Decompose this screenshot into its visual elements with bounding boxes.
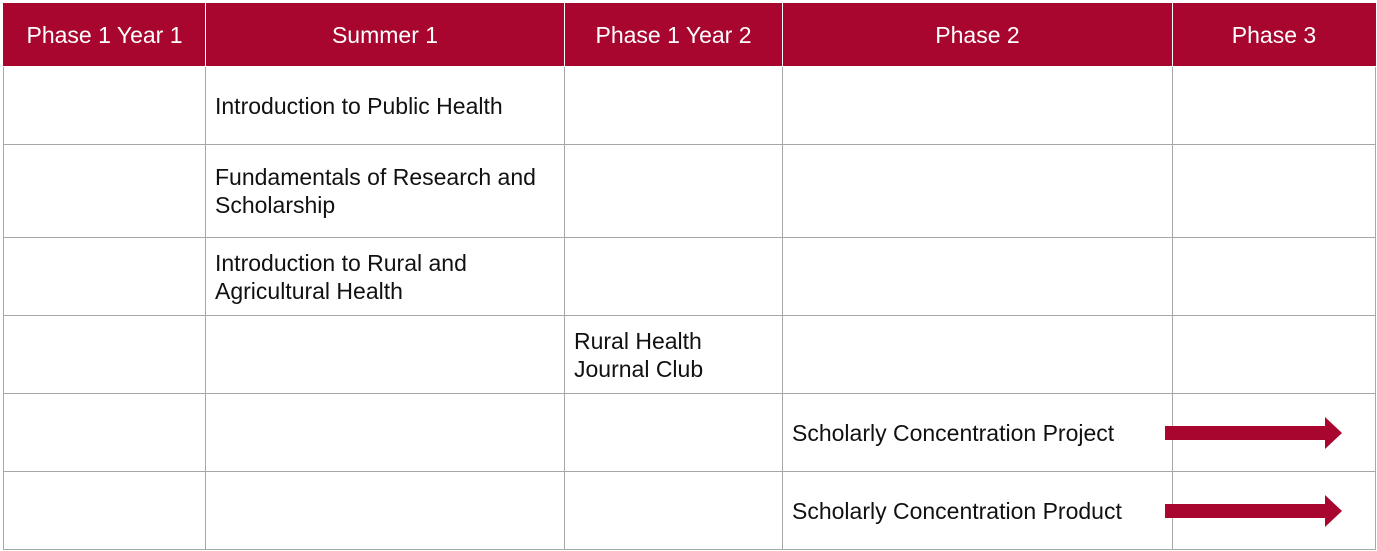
cell-empty bbox=[783, 238, 1173, 316]
cell-empty bbox=[565, 67, 783, 145]
header-row bbox=[4, 4, 1376, 67]
cell-empty bbox=[4, 67, 206, 145]
table-row bbox=[4, 394, 1376, 472]
course-scholarly-concentration-product: Scholarly Concentration Product bbox=[783, 472, 1173, 550]
header-phase1-year1: Phase 1 Year 1 bbox=[4, 4, 206, 67]
table-row bbox=[4, 316, 1376, 394]
table-row bbox=[4, 67, 1376, 145]
cell-empty bbox=[565, 238, 783, 316]
cell-empty bbox=[4, 472, 206, 550]
cell-empty bbox=[565, 472, 783, 550]
table-row bbox=[4, 238, 1376, 316]
table-row bbox=[4, 145, 1376, 238]
course-fundamentals-research: Fundamentals of Research and Scholarship bbox=[206, 145, 565, 238]
cell-empty bbox=[783, 316, 1173, 394]
course-intro-rural-agricultural-health: Introduction to Rural and Agricultural Health bbox=[206, 238, 565, 316]
arrow-right-icon bbox=[1165, 494, 1343, 528]
cell-empty bbox=[206, 316, 565, 394]
cell-empty bbox=[206, 472, 565, 550]
cell-empty bbox=[783, 67, 1173, 145]
cell-empty bbox=[4, 394, 206, 472]
cell-arrow bbox=[1173, 472, 1376, 550]
table-row bbox=[4, 472, 1376, 550]
header-phase3: Phase 3 bbox=[1173, 4, 1376, 67]
cell-empty bbox=[1173, 316, 1376, 394]
cell-empty bbox=[1173, 145, 1376, 238]
course-scholarly-concentration-project: Scholarly Concentration Project bbox=[783, 394, 1173, 472]
cell-arrow bbox=[1173, 394, 1376, 472]
cell-empty bbox=[206, 394, 565, 472]
cell-empty bbox=[783, 145, 1173, 238]
cell-empty bbox=[1173, 67, 1376, 145]
cell-empty bbox=[565, 394, 783, 472]
header-phase1-year2: Phase 1 Year 2 bbox=[565, 4, 783, 67]
curriculum-table bbox=[3, 3, 1376, 550]
cell-empty bbox=[1173, 238, 1376, 316]
arrow-right-icon bbox=[1165, 416, 1343, 450]
header-phase2: Phase 2 bbox=[783, 4, 1173, 67]
cell-empty bbox=[4, 145, 206, 238]
course-rural-health-journal-club: Rural Health Journal Club bbox=[565, 316, 783, 394]
header-summer1: Summer 1 bbox=[206, 4, 565, 67]
cell-empty bbox=[565, 145, 783, 238]
course-intro-public-health: Introduction to Public Health bbox=[206, 67, 565, 145]
cell-empty bbox=[4, 238, 206, 316]
cell-empty bbox=[4, 316, 206, 394]
